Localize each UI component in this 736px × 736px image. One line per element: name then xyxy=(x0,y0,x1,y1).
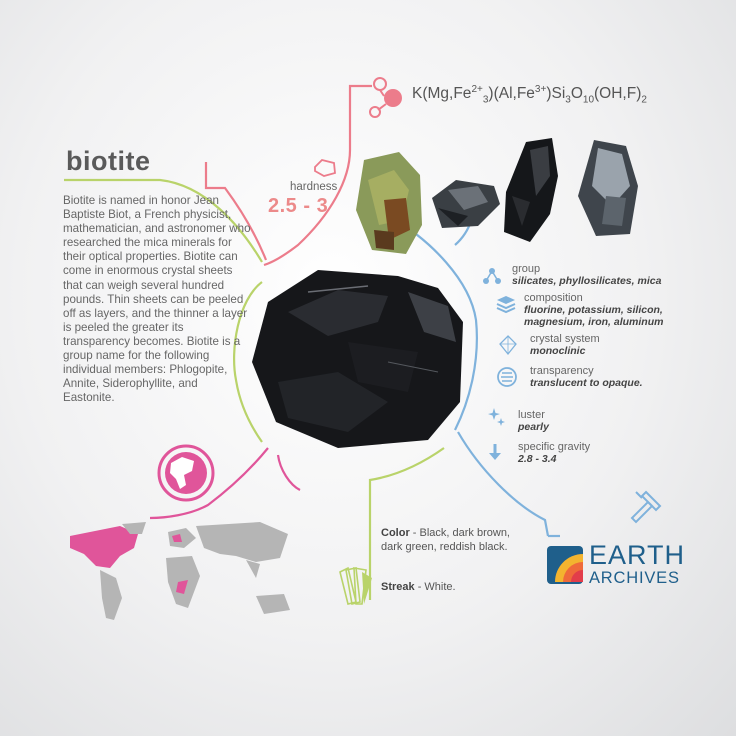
specimen-1-image xyxy=(354,150,426,260)
description-text: Biotite is named in honor Jean Baptiste Biot, a French physicist, mathematician, and astronomer who researched the mica minerals for their optical properties. Biotite can come in enormous crystal sheets that can weigh several hundred pounds. Thin sheets can be peeled off as layers, and the thinner a layer is peeled the greater its transparency becomes. Biotite is a group name for the following individual members: Phlogopite, Annite, Siderophyllite, and Eastonite. xyxy=(63,194,251,405)
streak-label: Streak xyxy=(381,581,415,593)
luster-property xyxy=(518,410,549,434)
composition-icon xyxy=(496,294,516,316)
transparency-property xyxy=(530,366,643,390)
globe-icon xyxy=(156,443,216,503)
mineral-title: biotite xyxy=(66,146,151,176)
streak-value: - White. xyxy=(414,581,456,593)
hardness-value: 2.5 - 3 xyxy=(268,195,329,217)
molecule-icon xyxy=(366,74,408,118)
composition-property xyxy=(524,293,663,328)
hardness-label: hardness xyxy=(290,181,338,193)
earth-archives-logo xyxy=(546,545,584,585)
crystal-system-label: crystal system xyxy=(530,333,600,345)
logo-text-earth: EARTH xyxy=(589,540,686,570)
streak-info xyxy=(381,581,456,593)
composition-value-2: magnesium, iron, aluminum xyxy=(524,315,664,328)
group-value: silicates, phyllosilicates, mica xyxy=(512,274,662,287)
gravity-icon xyxy=(488,442,502,462)
luster-value: pearly xyxy=(518,420,549,433)
luster-icon xyxy=(486,406,506,426)
color-swatch-icon xyxy=(336,562,376,608)
group-property xyxy=(512,264,661,288)
gravity-value: 2.8 - 3.4 xyxy=(518,452,557,465)
world-map xyxy=(60,518,300,638)
transparency-value: translucent to opaque. xyxy=(530,376,643,389)
crystal-system-value: monoclinic xyxy=(530,344,586,357)
group-icon xyxy=(482,266,502,286)
specimen-4-image xyxy=(576,136,640,240)
main-specimen-image xyxy=(248,262,470,452)
hardness-icon xyxy=(312,157,338,179)
composition-value-1: fluorine, potassium, silicon, xyxy=(524,303,663,316)
luster-label: luster xyxy=(518,409,545,421)
transparency-icon xyxy=(496,366,518,388)
transparency-label: transparency xyxy=(530,365,594,377)
color-value: - Black, dark brown, dark green, reddish black. xyxy=(381,527,510,553)
specimen-3-image xyxy=(500,136,564,246)
color-label: Color xyxy=(381,527,410,539)
chemical-formula: $K(Mg,Fe^{2+}_3)(Al,Fe^{3+})Si_3O_{10}(OH,F)_2$ xyxy=(412,84,647,106)
color-info xyxy=(381,526,511,554)
gravity-label: specific gravity xyxy=(518,441,591,453)
tools-icon xyxy=(626,486,666,526)
specimen-2-image xyxy=(428,176,502,232)
group-label: group xyxy=(512,263,541,275)
gravity-property xyxy=(518,442,590,466)
logo-text-archives: ARCHIVES xyxy=(589,569,680,587)
composition-label: composition xyxy=(524,292,583,304)
crystal-system-property xyxy=(530,334,600,358)
crystal-system-icon xyxy=(498,334,518,356)
